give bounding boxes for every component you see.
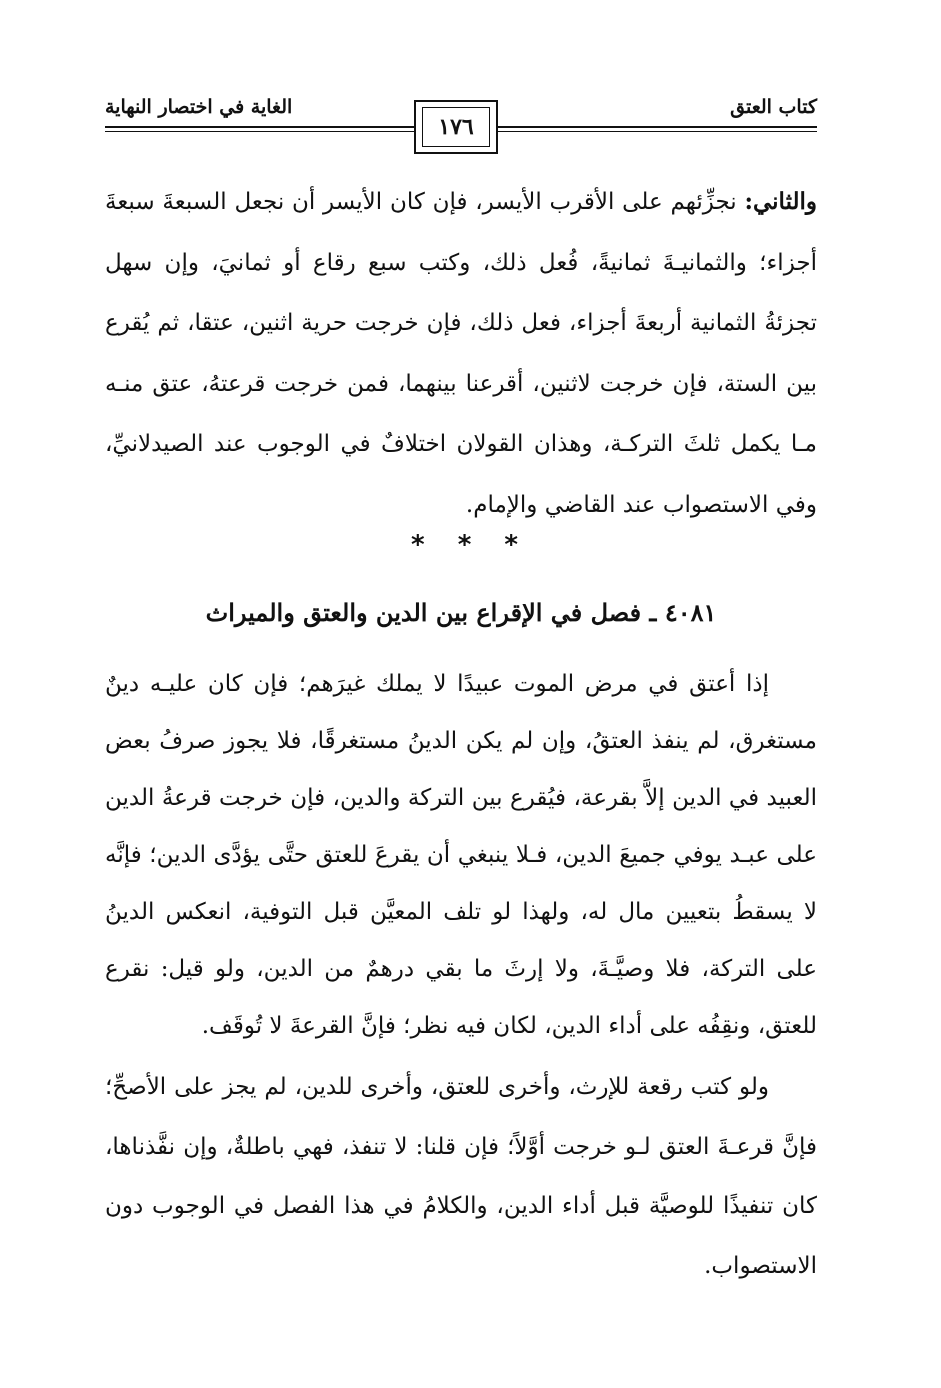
paragraph-debt-lottery: إذا أعتق في مرض الموت عبيدًا لا يملك غيرَهم؛ فإن كان عليـه دينٌ مستغرق، لم ينفذ العتقُ، وإن لم يكن الدينُ مستغرقًا، فلا يجوز صرفُ بعض العبيد في الدين إلاَّ بقرعة، فيُقرع بين التركة والدين، فإن خرجت قرعةُ الدين على عبـد يوفي جميعَ الدين، فـلا ينبغي أن يقرعَ للعتق حتَّى يؤدَّى الدين؛ فإنَّه لا يسقطُ بتعيين مال له، ولهذا لو تلف المعيَّن قبل التوفية، انعكس الدينُ على التركة، فلا وصيَّـةَ، ولا إرثَ ما بقي درهمٌ من الدين، ولو قيل: نقرع للعتق، ونقِفُه على أداء الدين، لكان فيه نظر؛ فإنَّ القرعةَ لا تُوقَف. — [105, 671, 817, 1039]
page-number-frame — [414, 100, 498, 154]
section-heading: ٤٠٨١ ـ فصل في الإقراع بين الدين والعتق والميراث — [205, 598, 717, 627]
lead-word: والثاني: — [744, 188, 818, 215]
section-body-continued — [105, 1058, 817, 1296]
work-title: الغاية في اختصار النهاية — [105, 96, 293, 118]
paragraph-three-tickets: ولو كتب رقعة للإرث، وأخرى للعتق، وأخرى للدين، لم يجز على الأصحِّ؛ فإنَّ قرعـةَ العتق لـو خرجت أوَّلاً؛ فإن قلنا: لا تنفذ، فهي باطلةٌ، وإن نفَّذناها، كان تنفيذًا للوصيَّة قبل أداء الدين، والكلامُ في هذا الفصل في الوجوب دون الاستصواب. — [105, 1074, 817, 1279]
page-number: ١٧٦ — [422, 107, 490, 147]
paragraph-second-opinion — [105, 172, 817, 535]
section-separator: * * * — [411, 530, 530, 560]
continued-text — [105, 172, 817, 535]
book-title: كتاب العتق — [730, 96, 817, 118]
section-body — [105, 656, 817, 1055]
paragraph-text: نجزِّئهم على الأقرب الأيسر، فإن كان الأيسر أن نجعل السبعةَ سبعةَ أجزاء؛ والثمانيـةَ ثمانيةً، فُعل ذلك، وكتب سبع رقاع أو ثمانيَ، وإن سهل تجزئةُ الثمانية أربعةَ أجزاء، فعل ذلك، فإن خرجت حرية اثنين، عتقا، ثم يُقرع بين الستة، فإن خرجت لاثنين، أقرعنا بينهما، فمن خرجت قرعتهُ، عتق منـه مـا يكمل ثلثَ التركـة، وهذان القولان اختلافٌ في الوجوب عند الصيدلانيِّ، وفي الاستصواب عند القاضي والإمام. — [105, 189, 817, 518]
